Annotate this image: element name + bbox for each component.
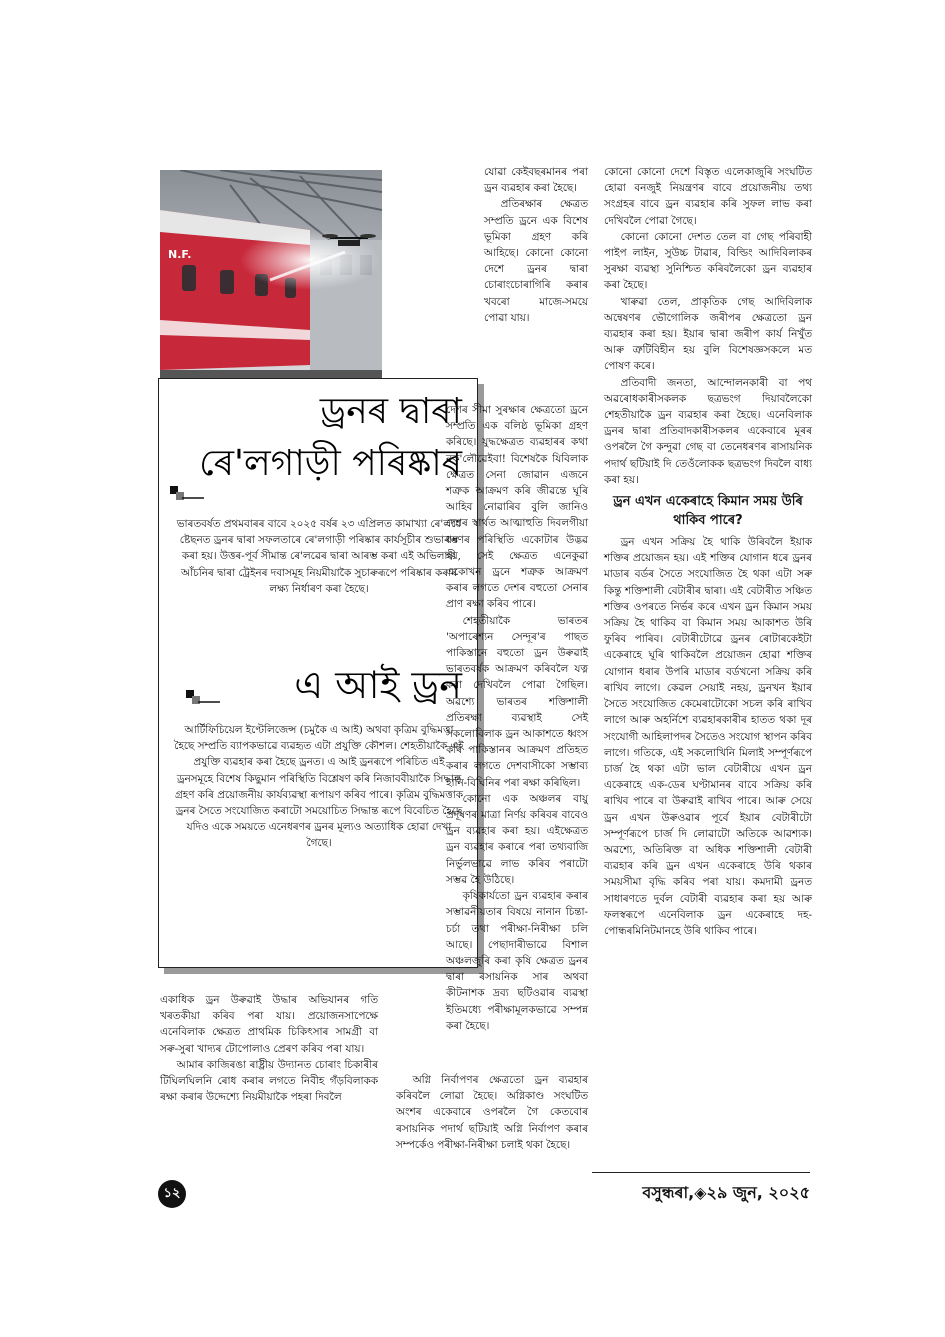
paragraph: ড্ৰন এখন সক্ৰিয় হৈ থাকি উৰিবলৈ ইয়াক শক্তিৰ প্ৰয়োজন হয়। এই শক্তিৰ যোগান ধৰে ড্ৰনৰ মাডাৰ বৰ্ডৰ সৈতে সংযোজিত হৈ থকা এটা সৰু কিন্তু শক্তিশালী বেটাৰীৰ দ্বাৰা। এই বেটাৰীত সঞ্চিত শক্তিৰ ওপৰতে নিৰ্ভৰ কৰে এখন ড্ৰন কিমান সময় সক্ৰিয় হৈ থাকিব বা কিমান সময় আকাশত উৰি ফুৰিব পাৰিব। বেটাৰীটোৱে ড্ৰনৰ ৰোটাৰকেইটা একেৰাহে ঘূৰি থাকিবলৈ প্ৰয়োজন হোৱা শক্তিৰ যোগান ধৰাৰ উপৰি মাডাৰ বৰ্ডখনো সক্ৰিয় কৰি ৰাখিব লাগে। কেৱল সেয়াই নহয়, ড্ৰনখন ইয়াৰ সৈতে সংযোজিত কেমেৰাটোকো সচল কৰি ৰাখিব লাগে আৰু অহৰ্নিশে ব্যৱহাৰকাৰীৰ হাতত থকা দূৰ সংযোগী আহিলাপদৰ সৈতেও সংযোগ স্থাপন কৰিব লাগে। গতিকে, এই সকলোখিনি মিলাই সম্পূৰ্ণৰূপে চাৰ্জ হৈ থকা এটা ভাল বেটাৰীয়ে এখন ড্ৰন একেৰাহে এক-ডেৰ ঘণ্টামানৰ বাবে সক্ৰিয় কৰি ৰাখিব পাৰে বা উৰুৱাই ৰাখিব পাৰে। আৰু সেয়ে ড্ৰন এখন উৰুওৱাৰ পূৰ্বে ইয়াৰ বেটাৰীটো সম্পূৰ্ণৰূপে চাৰ্জ দি লোৱাটো অতিকে আৱশ্যক। অৱশ্যে, অতিৰিক্ত বা অধিক শক্তিশালী বেটাৰী ব্যৱহাৰ কৰি ড্ৰন এখন একেৰাহে উৰি থকাৰ সময়সীমা বৃদ্ধি কৰিব পৰা যায়। কমদামী ড্ৰনত সাধাৰণতে দুৰ্বল বেটাৰী ব্যৱহাৰ কৰা হয় আৰু ফলস্বৰূপে এনেবিলাক ড্ৰন একেৰাহে দহ-পোন্ধৰমিনিটমানহে উৰি থাকিব পাৰে।	[604, 536, 812, 937]
article-title-line2: ৰে'লগাড়ী পৰিষ্কাৰ	[199, 443, 462, 484]
paragraph: আমাৰ কাজিৰঙা ৰাষ্ট্ৰীয় উদ্যানত চোৰাং চিকাৰীৰ টিঘিলঘিলনি ৰোধ কৰাৰ লগতে নিবীহ গঁড়বিলাকক ৰক্ষা কৰাৰ উদ্দেশ্যে নিয়মীয়াকৈ পহৰা দিবলৈ	[160, 1058, 378, 1104]
paragraph: শেহতীয়াকৈ ভাৰতৰ 'অপাৰেশ্যন সেন্দূৰ'ৰ পাছত পাকিস্তানে বহুতো ড্ৰন উৰুৱাই ভাৰতবৰ্ষক আক্ৰমণ কৰিবলৈ যত্ন কৰা দেখিবলৈ পোৱা গৈছিল। অৱশ্যে ভাৰতৰ শক্তিশালী প্ৰতিৰক্ষা ব্যৱস্থাই সেই সকলোবিলাক ড্ৰন আকাশতে ধ্বংস কৰি পাকিস্তানৰ আক্ৰমণ প্ৰতিহত কৰাৰ লগতে দেশবাসীকো সম্ভাব্য হানি-বিঘিনিৰ পৰা ৰক্ষা কৰিছিল।	[446, 614, 588, 789]
section-marker-icon	[170, 486, 204, 506]
column-1-bottom	[160, 992, 378, 1105]
paragraph: খাৰুৱা তেল, প্ৰাকৃতিক গেছ আদিবিলাক অন্বেষণৰ ভৌগোলিক জৰীপৰ ক্ষেত্ৰতো ড্ৰন ব্যৱহাৰ কৰা হয়। ইয়াৰ দ্বাৰা জৰীপ কাৰ্য নিখুঁত আৰু ত্ৰুটিবিহীন হয় বুলি বিশেষজ্ঞসকলে মত পোষণ কৰে।	[604, 295, 812, 373]
paragraph: অগ্নি নিৰ্বাপণৰ ক্ষেত্ৰতো ড্ৰন ব্যৱহাৰ কৰিবলৈ লোৱা হৈছে। অগ্নিকাণ্ড সংঘটিত অংশৰ একেবাৰে ওপৰলৈ গৈ কেতবোৰ ৰসায়নিক পদাৰ্থ ছটিয়াই অগ্নি নিৰ্বাপণ কৰাৰ সম্পৰ্কেও পৰীক্ষা-নিৰীক্ষা চলাই থকা হৈছে।	[396, 1074, 588, 1151]
paragraph: একাধিক ড্ৰন উৰুৱাই উদ্ধাৰ অভিযানৰ গতি খৰতকীয়া কৰিব পৰা যায়। প্ৰয়োজনসাপেক্ষে এনেবিলাক ক্ষেত্ৰত প্ৰাথমিক চিকিৎসাৰ সামগ্ৰী বা সৰু-সুৰা খাদ্যৰ টোপোলাও প্ৰেৰণ কৰিব পৰা যায়।	[160, 994, 378, 1055]
column-2-top	[484, 164, 588, 326]
paragraph: প্ৰতিবাদী জনতা, আন্দোলনকাৰী বা পথ অৱৰোধকাৰীসকলক ছত্ৰভংগ দিয়াবলৈকো শেহতীয়াকৈ ড্ৰন ব্যৱহাৰ কৰা হৈছে। এনেবিলাক ড্ৰনৰ দ্বাৰা প্ৰতিবাদকাৰীসকলৰ একেবাৰে মূৰৰ ওপৰলৈ গৈ কন্দুৱা গেছ বা তেনেধৰণৰ ৰাসায়নিক পদাৰ্থ ছটিয়াই দি তেওঁলোকক ছত্ৰভংগ দিবলৈ বাধ্য কৰা হয়।	[604, 376, 812, 486]
article-title-line1: ড্ৰনৰ দ্বাৰা	[319, 391, 462, 432]
subheading: ড্ৰন এখন একেৰাহে কিমান সময় উৰি থাকিব পাৰে?	[613, 494, 803, 529]
paragraph: কোনো এক অঞ্চলৰ বায়ু প্ৰদূষণৰ মাত্ৰা নিৰ্ণয় কৰিবৰ বাবেও ড্ৰন ব্যৱহাৰ কৰা হয়। এইক্ষেত্ৰত ড্ৰন ব্যৱহাৰ কৰাৰে পৰা তথ্যবাজি নিৰ্ভুলভাৱে লাভ কৰিব পৰাটো সম্ভৱ হৈ উঠিছে।	[446, 792, 588, 886]
paragraph: দেশৰ সীমা সুৰক্ষাৰ ক্ষেত্ৰতো ড্ৰনে সম্প্ৰতি এক বলিষ্ঠ ভূমিকা গ্ৰহণ কৰিছে। যুদ্ধক্ষেত্ৰত ব্যৱহাৰৰ কথা নক'লৌৱেইবা! বিশেষকৈ যিবিলাক ক্ষেত্ৰত সেনা জোৱান এজনে শত্ৰুক আক্ৰমণ কৰি জীৱন্তে ঘূৰি আহিব নোৱাৰিব বুলি জানিও দেশৰ স্বাৰ্থত আত্মাহুতি দিবলগীয়া ধৰণৰ পৰিস্থিতি একোটাৰ উদ্ভৱ হয়, সেই ক্ষেত্ৰত এনেকুৱা একোখন ড্ৰনে শত্ৰুক আক্ৰমণ কৰাৰ লগতে দেশৰ বহুতো সেনাৰ প্ৰাণ ৰক্ষা কৰিব পাৰে।	[446, 404, 588, 611]
intro-paragraph: ভাৰতবৰ্ষত প্ৰথমবাৰৰ বাবে ২০২৫ বৰ্ষৰ ২৩ এপ্ৰিলত কামাখ্যা ৰে'লৱে ষ্টেছনত ড্ৰনৰ দ্বাৰা সফলতাৰে ৰে'লগাড়ী পৰিষ্কাৰ কাৰ্যসূচীৰ শুভাৰম্ভ কৰা হয়। উত্তৰ-পূৰ্ব সীমান্ত ৰে'লৱেৰ দ্বাৰা আৰম্ভ কৰা এই অভিলাষী আঁচনিৰ দ্বাৰা ট্ৰেইনৰ দবাসমূহ নিয়মীয়াকৈ সুচাৰুৰূপে পৰিষ্কাৰ কৰাৰ লক্ষ্য নিৰ্ধাৰণ কৰা হৈছে।	[176, 518, 462, 595]
section-marker-icon	[186, 690, 220, 710]
footer-divider	[592, 1172, 810, 1173]
ai-drone-paragraph: আৰ্টিফিচিয়েল ইণ্টেলিজেন্স (চমুকৈ এ আই) অথবা কৃত্ৰিম বুদ্ধিমত্তা হৈছে সম্প্ৰতি ব্যাপকভাৱে ব্যৱহৃত এটা প্ৰযুক্তি কৌশল। শেহতীয়াকৈ এই প্ৰযুক্তি ব্যৱহাৰ কৰা হৈছে ড্ৰনত। এ আই ড্ৰনৰূপে পৰিচিত এই ড্ৰনসমূহে বিশেষ কিছুমান পৰিস্থিতি বিশ্লেষণ কৰি নিজাববীয়াকৈ সিদ্ধান্ত গ্ৰহণ কৰি প্ৰয়োজনীয় কাৰ্যব্যৱস্থা ৰূপায়ণ কৰিব পাৰে। কৃত্ৰিম বুদ্ধিমত্তাক ড্ৰনৰ সৈতে সংযোজিত কৰাটো সময়োচিত সিদ্ধান্ত ৰূপে বিবেচিত হৈছে যদিও একে সময়তে এনেধৰণৰ ড্ৰনৰ মূল্যও অত্যাধিক হোৱা দেখা গৈছে।	[174, 724, 464, 850]
paragraph: কোনো কোনো দেশে বিস্তৃত এলেকাজুৰি সংঘটিত হোৱা বনজুই নিয়ন্ত্ৰণৰ বাবে প্ৰয়োজনীয় তথ্য সংগ্ৰহৰ বাবে ড্ৰন ব্যৱহাৰ কৰি সুফল লাভ কৰা দেখিবলৈ পোৱা গৈছে।	[604, 166, 812, 227]
ai-drone-title: এ আই ড্ৰন	[294, 663, 462, 707]
column-2-bottom	[396, 1072, 588, 1153]
paragraph: কোনো কোনো দেশত তেল বা গেছ পৰিবাহী পাইপ লাইন, সুউচ্চ টাৱাৰ, বিল্ডিং আদিবিলাকৰ সুৰক্ষা ব্যৱস্থা সুনিশ্চিত কৰিবলৈকো ড্ৰন ব্যৱহাৰ কৰা হৈছে।	[604, 230, 812, 292]
column-3	[604, 164, 812, 939]
coach-label-text: N.F.	[168, 248, 192, 261]
column-2-main	[446, 402, 588, 1034]
paragraph: প্ৰতিৰক্ষাৰ ক্ষেত্ৰত সম্প্ৰতি ড্ৰনে এক বিশেষ ভূমিকা গ্ৰহণ কৰি আহিছে। কোনো কোনো দেশে ড্ৰনৰ দ্বাৰা চোৰাংচোৰাগিৰি কৰাৰ খবৰো মাজে-সময়ে পোৱা যায়।	[484, 198, 588, 324]
publication-date: বসুন্ধৰা,◈২৯ জুন, ২০২৫	[642, 1183, 810, 1202]
page-number: ১২	[158, 1180, 186, 1208]
paragraph: যোৱা কেইবছৰমানৰ পৰা ড্ৰন ব্যৱহাৰ কৰা হৈছে।	[484, 166, 588, 195]
train-cleaning-photo	[160, 170, 382, 380]
paragraph: কৃষিকাৰ্যতো ড্ৰন ব্যৱহাৰ কৰাৰ সম্ভাৱনীয়তাৰ বিষয়ে নানান চিন্তা-চৰ্চা তথা পৰীক্ষা-নিৰীক্ষা চলি আছে। পেছাদাৰীভাৱে বিশাল অঞ্চলজুৰি কৰা কৃষি ক্ষেত্ৰত ড্ৰনৰ দ্বাৰা ৰসায়নিক সাৰ অথবা কীটনাশক দ্ৰব্য ছটিওৱাৰ ব্যৱস্থা ইতিমধ্যে পৰীক্ষামূলকভাৱে সম্পন্ন কৰা হৈছে।	[446, 890, 588, 1032]
